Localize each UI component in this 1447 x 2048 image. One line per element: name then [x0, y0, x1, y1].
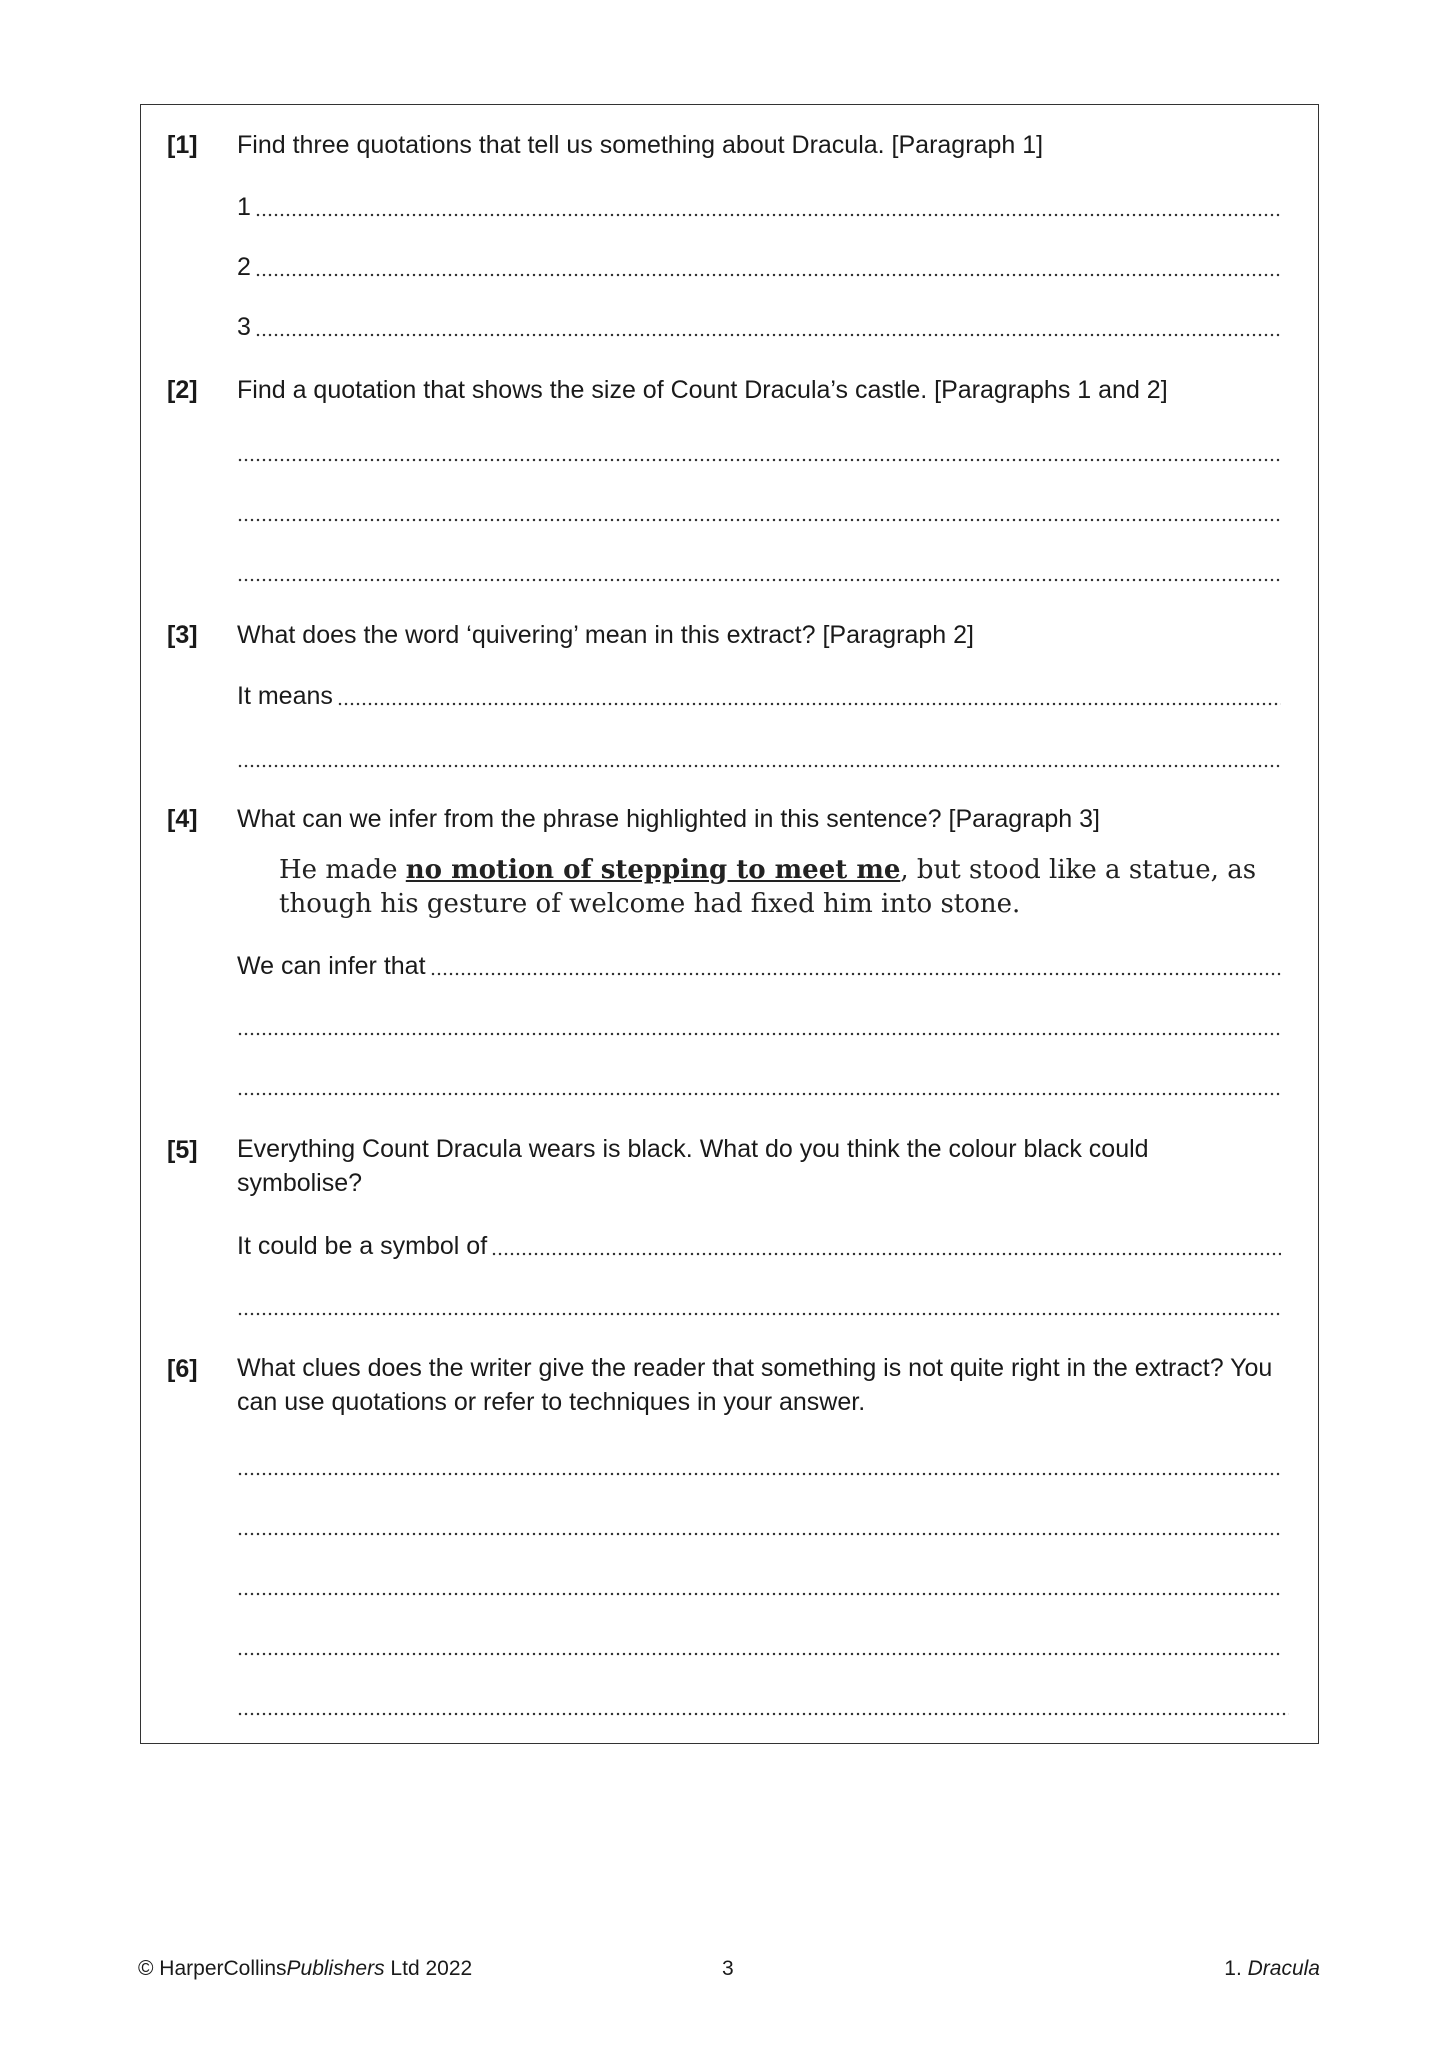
- dotted-line: [237, 1712, 1289, 1716]
- dotted-line: [237, 1652, 1281, 1656]
- dotted-line: [237, 1312, 1281, 1316]
- dotted-line: [255, 273, 1281, 277]
- dotted-line: [337, 702, 1281, 706]
- answer-prompt: It could be a symbol of: [237, 1232, 488, 1260]
- answer-line-1-3[interactable]: [237, 311, 1281, 343]
- quote-highlight: no motion of stepping to meet me: [405, 855, 901, 885]
- answer-line-4-3[interactable]: [237, 1070, 1281, 1102]
- question-number-5: [5]: [167, 1136, 198, 1164]
- answer-line-6-3[interactable]: [237, 1570, 1281, 1602]
- answer-prompt: It means: [237, 682, 333, 710]
- worksheet-box: [140, 104, 1319, 1744]
- question-text-4: What can we infer from the phrase highlighted in this sentence? [Paragraph 3]: [237, 805, 1101, 833]
- answer-line-number: 2: [237, 253, 251, 281]
- answer-prompt: We can infer that: [237, 952, 426, 980]
- quote-after: , but stood like a statue, as though his gesture of welcome had fixed him into stone.: [279, 855, 1257, 919]
- dotted-line: [237, 1092, 1281, 1096]
- footer-copyright: [138, 1956, 472, 1982]
- answer-line-number: 3: [237, 313, 251, 341]
- dotted-line: [237, 458, 1281, 462]
- copyright-prefix: © HarperCollins: [138, 1957, 287, 1980]
- answer-line-2-2[interactable]: [237, 496, 1281, 528]
- dotted-line: [237, 578, 1281, 582]
- question-text-3: What does the word ‘quivering’ mean in this extract? [Paragraph 2]: [237, 621, 974, 649]
- answer-line-1-1[interactable]: [237, 191, 1281, 223]
- dotted-line: [237, 1592, 1281, 1596]
- answer-line-3-2[interactable]: [237, 742, 1281, 774]
- answer-line-6-4[interactable]: [237, 1630, 1281, 1662]
- question-number-1: [1]: [167, 131, 198, 159]
- question-number-3: [3]: [167, 621, 198, 649]
- answer-line-6-2[interactable]: [237, 1510, 1281, 1542]
- question-text-5: Everything Count Dracula wears is black. What do you think the colour black could symbolise?: [237, 1135, 1149, 1197]
- copyright-suffix: Ltd 2022: [384, 1957, 473, 1980]
- answer-line-2-1[interactable]: [237, 436, 1281, 468]
- answer-line-3-1[interactable]: [237, 680, 1281, 712]
- unit-title: Dracula: [1247, 1957, 1320, 1980]
- answer-line-4-1[interactable]: [237, 950, 1281, 982]
- footer-unit-title: [1224, 1956, 1320, 1982]
- answer-line-2-3[interactable]: [237, 556, 1281, 588]
- answer-line-6-5[interactable]: [237, 1690, 1289, 1722]
- footer-page-number: 3: [722, 1957, 734, 1980]
- quote-before: He made: [279, 855, 406, 885]
- dotted-line: [430, 972, 1281, 976]
- highlighted-quote: [279, 853, 1289, 921]
- copyright-italic: Publishers: [286, 1957, 385, 1980]
- dotted-line: [237, 1532, 1281, 1536]
- question-number-4: [4]: [167, 805, 198, 833]
- dotted-line: [491, 1252, 1281, 1256]
- question-number-6: [6]: [167, 1355, 198, 1383]
- dotted-line: [255, 213, 1281, 217]
- answer-line-1-2[interactable]: [237, 251, 1281, 283]
- unit-number: 1.: [1224, 1957, 1248, 1980]
- dotted-line: [237, 764, 1281, 768]
- dotted-line: [237, 518, 1281, 522]
- answer-line-4-2[interactable]: [237, 1010, 1281, 1042]
- question-number-2: [2]: [167, 376, 198, 404]
- dotted-line: [255, 333, 1281, 337]
- answer-line-number: 1: [237, 193, 251, 221]
- answer-line-5-2[interactable]: [237, 1290, 1281, 1322]
- dotted-line: [237, 1472, 1281, 1476]
- question-text-6: What clues does the writer give the reader that something is not quite right in the extract? You can use quotations or refer to techniques in your answer.: [237, 1354, 1273, 1416]
- dotted-line: [237, 1032, 1281, 1036]
- answer-line-5-1[interactable]: [237, 1230, 1281, 1262]
- answer-line-6-1[interactable]: [237, 1450, 1281, 1482]
- question-text-2: Find a quotation that shows the size of Count Dracula’s castle. [Paragraphs 1 and 2]: [237, 376, 1168, 404]
- question-text-1: Find three quotations that tell us something about Dracula. [Paragraph 1]: [237, 131, 1044, 159]
